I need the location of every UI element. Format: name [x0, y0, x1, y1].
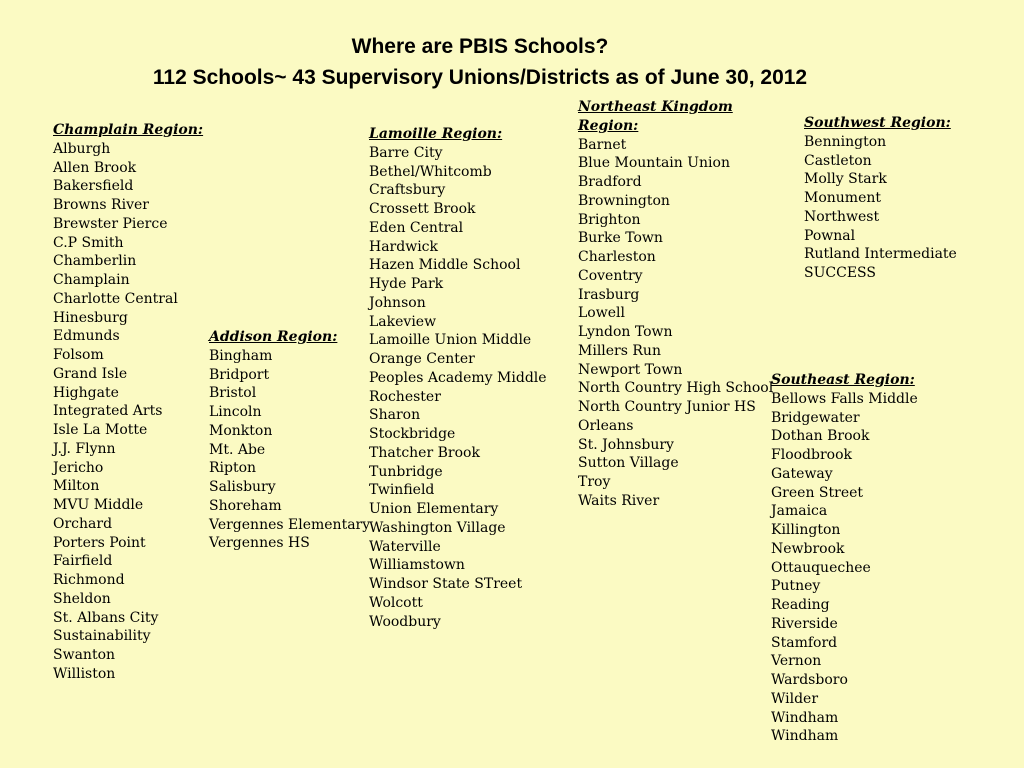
school-item: Chamberlin	[53, 253, 137, 270]
school-item: Bennington	[804, 133, 887, 150]
school-item: Killington	[771, 522, 841, 538]
region-addison	[209, 328, 370, 553]
school-item: Allen Brook	[53, 159, 137, 176]
school-item: Grand Isle	[53, 365, 128, 382]
school-item: Richmond	[53, 572, 125, 588]
region-heading: Addison Region:	[209, 329, 338, 345]
school-item: Union Elementary	[369, 501, 499, 517]
school-item: Green Street	[771, 484, 864, 501]
school-item: SUCCESS	[804, 265, 876, 281]
school-item: Browns River	[53, 197, 149, 213]
school-item: Millers Run	[578, 342, 661, 359]
school-item: Bridport	[209, 366, 270, 383]
region-heading: Lamoille Region:	[369, 126, 503, 142]
school-item: Salisbury	[209, 479, 276, 495]
school-item: Molly Stark	[804, 171, 887, 188]
school-item: Newport Town	[578, 361, 683, 378]
school-item: Mt. Abe	[209, 441, 266, 458]
school-item: Charleston	[578, 249, 656, 265]
school-item: Waits River	[578, 492, 660, 509]
school-item: Bridgewater	[771, 409, 860, 426]
region-southeast	[771, 371, 918, 746]
school-item: Alburgh	[53, 140, 111, 157]
school-item: Sustainability	[53, 628, 151, 645]
school-item: Jericho	[53, 459, 104, 476]
school-item: Johnson	[369, 294, 426, 311]
school-item: Orchard	[53, 515, 113, 532]
school-item: Lyndon Town	[578, 324, 673, 340]
school-item: Highgate	[53, 384, 119, 401]
school-item: MVU Middle	[53, 497, 144, 513]
school-item: Folsom	[53, 347, 104, 363]
school-item: Milton	[53, 478, 100, 495]
school-item: Coventry	[578, 267, 643, 284]
school-item: Stamford	[771, 634, 838, 651]
school-item: Rutland Intermediate	[804, 246, 957, 263]
school-item: Bethel/Whitcomb	[369, 163, 492, 180]
school-item: Burke Town	[578, 230, 663, 247]
school-item: Bristol	[209, 385, 257, 402]
school-list	[53, 140, 203, 684]
school-list	[771, 390, 918, 746]
page-subtitle: 112 Schools~ 43 Supervisory Unions/Districts as of June 30, 2012	[152, 66, 808, 89]
region-southwest	[804, 114, 957, 283]
school-item: Lamoille Union Middle	[369, 332, 532, 349]
school-item: Williamstown	[369, 557, 465, 574]
school-item: Sheldon	[53, 590, 111, 607]
school-item: North Country Junior HS	[578, 399, 756, 415]
school-item: Ottauquechee	[771, 559, 871, 576]
school-item: Putney	[771, 578, 821, 595]
school-item: Orange Center	[369, 351, 475, 367]
school-item: Woodbury	[369, 613, 441, 630]
school-item: Reading	[771, 597, 830, 613]
region-northeast-kingdom	[578, 98, 774, 511]
school-item: Isle La Motte	[53, 422, 148, 438]
school-item: Williston	[53, 665, 116, 682]
school-item: Rochester	[369, 388, 441, 405]
school-item: Jamaica	[771, 503, 828, 520]
school-item: Riverside	[771, 615, 838, 632]
school-item: Irasburg	[578, 286, 640, 303]
school-item: Dothan Brook	[771, 428, 870, 445]
region-heading: Northeast Kingdom Region:	[578, 99, 733, 134]
school-item: Swanton	[53, 647, 116, 663]
school-item: Twinfield	[369, 482, 435, 499]
school-item: Tunbridge	[369, 463, 443, 480]
school-item: Bradford	[578, 174, 642, 190]
school-item: Pownal	[804, 227, 856, 244]
school-item: Bingham	[209, 347, 273, 364]
school-item: J.J. Flynn	[53, 440, 116, 457]
school-item: Barre City	[369, 144, 443, 161]
region-heading: Southeast Region:	[771, 372, 915, 388]
school-item: C.P Smith	[53, 234, 124, 251]
school-item: Eden Central	[369, 219, 464, 236]
school-item: Vergennes Elementary	[209, 516, 371, 533]
school-item: Waterville	[369, 538, 441, 555]
school-item: Charlotte Central	[53, 290, 178, 307]
school-item: Ripton	[209, 460, 257, 477]
school-item: Champlain	[53, 272, 130, 288]
school-item: Orleans	[578, 417, 634, 434]
school-item: Bakersfield	[53, 178, 134, 195]
school-item: Shoreham	[209, 497, 282, 514]
school-item: Thatcher Brook	[369, 444, 480, 461]
school-item: Fairfield	[53, 553, 113, 570]
school-item: Windsor State STreet	[369, 576, 523, 592]
school-item: Craftsbury	[369, 182, 446, 199]
school-item: Washington Village	[369, 519, 506, 536]
region-heading: Champlain Region:	[53, 122, 204, 138]
school-list	[369, 144, 547, 632]
school-item: Hinesburg	[53, 309, 128, 326]
school-item: Lincoln	[209, 404, 262, 420]
school-item: Edmunds	[53, 328, 120, 345]
school-item: Windham	[771, 709, 839, 726]
school-item: Lowell	[578, 305, 625, 322]
school-item: Bellows Falls Middle	[771, 390, 918, 407]
school-item: St. Johnsbury	[578, 436, 674, 453]
school-item: Integrated Arts	[53, 403, 163, 420]
school-item: Troy	[578, 474, 611, 490]
region-champlain	[53, 121, 203, 684]
school-item: Wilder	[771, 690, 819, 707]
school-item: Porters Point	[53, 534, 146, 551]
school-item: Sharon	[369, 407, 421, 424]
school-item: Crossett Brook	[369, 201, 476, 217]
school-item: Brighton	[578, 211, 641, 228]
school-item: Floodbrook	[771, 447, 853, 463]
school-item: Monument	[804, 190, 881, 206]
page-title: Where are PBIS Schools?	[351, 35, 609, 58]
school-list	[804, 133, 957, 283]
school-item: Wolcott	[369, 594, 423, 611]
school-item: Sutton Village	[578, 455, 679, 472]
school-list	[578, 136, 774, 511]
school-item: Brewster Pierce	[53, 215, 168, 232]
school-item: Hardwick	[369, 238, 438, 255]
school-item: Hyde Park	[369, 276, 444, 292]
school-item: Castleton	[804, 152, 872, 169]
school-item: Vergennes HS	[209, 535, 310, 552]
school-item: Vernon	[771, 653, 822, 670]
school-item: Peoples Academy Middle	[369, 369, 547, 386]
school-item: Barnet	[578, 136, 627, 153]
school-item: St. Albans City	[53, 609, 159, 626]
region-lamoille	[369, 125, 547, 631]
school-item: Stockbridge	[369, 426, 456, 442]
region-heading: Southwest Region:	[804, 115, 951, 131]
school-item: North Country High School	[578, 380, 774, 397]
school-item: Newbrook	[771, 540, 845, 557]
school-list	[209, 347, 370, 553]
school-item: Wardsboro	[771, 672, 848, 688]
school-item: Gateway	[771, 465, 833, 482]
school-item: Hazen Middle School	[369, 257, 521, 274]
school-item: Northwest	[804, 208, 880, 225]
school-item: Brownington	[578, 192, 670, 209]
school-item: Monkton	[209, 422, 273, 439]
school-item: Windham	[771, 728, 839, 745]
school-item: Lakeview	[369, 313, 437, 330]
school-item: Blue Mountain Union	[578, 155, 730, 172]
